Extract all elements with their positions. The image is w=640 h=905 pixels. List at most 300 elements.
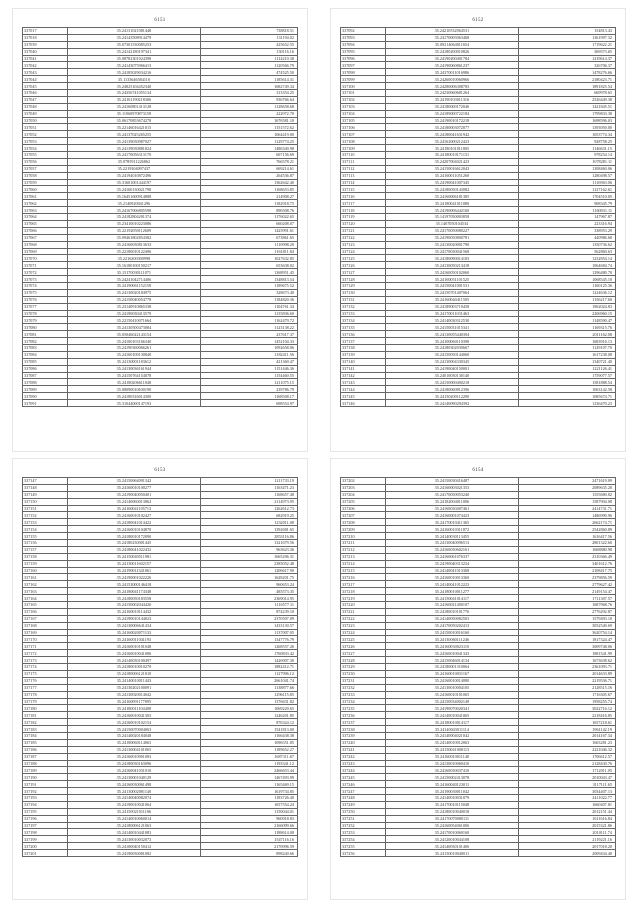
table-row [341, 705, 616, 712]
value-cell: 1182411.56 [200, 351, 297, 358]
value-cell: 1321679.56 [200, 540, 297, 547]
table-row [341, 172, 616, 179]
row-id-cell: 337156 [23, 540, 68, 547]
coordinate-cell: 35.24160050102060 [386, 269, 518, 276]
row-id-cell: 337159 [23, 560, 68, 567]
value-cell: 313354.25 [200, 90, 297, 97]
coordinate-cell: 35.24160010311872 [386, 526, 518, 533]
table-row [341, 553, 616, 560]
row-id-cell: 337197 [23, 822, 68, 829]
table-row [23, 110, 298, 117]
value-cell: 1168508.17 [200, 393, 297, 400]
table-row [341, 815, 616, 822]
document-page-3 [12, 458, 308, 900]
document-page-4 [330, 458, 626, 900]
coordinate-cell: 35.24160030407461 [386, 505, 518, 512]
coordinate-cell: 35.24160010031167 [386, 670, 518, 677]
table-row [341, 739, 616, 746]
coordinate-cell: 35.24140010060014 [68, 815, 200, 822]
row-id-cell: 337148 [23, 484, 68, 491]
coordinate-cell: 35.16451600914888 [68, 193, 200, 200]
row-id-cell: 337132 [341, 303, 386, 310]
row-id-cell: 337018 [23, 34, 68, 41]
row-id-cell: 337082 [23, 338, 68, 345]
row-id-cell: 337104 [341, 110, 386, 117]
table-row [23, 193, 298, 200]
coordinate-cell: 35.24130004330345 [386, 358, 518, 365]
table-row [23, 746, 298, 753]
table-row [23, 234, 298, 241]
coordinate-cell: 35.08782301024398 [68, 55, 200, 62]
row-id-cell: 337120 [341, 220, 386, 227]
table-row [23, 815, 298, 822]
table-row [341, 526, 616, 533]
row-id-cell: 337097 [341, 62, 386, 69]
row-id-cell: 337040 [23, 48, 68, 55]
row-id-cell: 337048 [23, 103, 68, 110]
value-cell: 1663281.23 [518, 739, 615, 746]
value-cell: 1687311.67 [200, 753, 297, 760]
coordinate-cell: 35.24120010044108 [386, 836, 518, 843]
value-cell: 1362642.40 [200, 179, 297, 186]
row-id-cell: 337135 [341, 324, 386, 331]
coordinate-cell: 35.24130055440394 [386, 331, 518, 338]
coordinate-cell: 35.24160003021353 [386, 484, 518, 491]
table-row [23, 90, 298, 97]
table-row [23, 636, 298, 643]
coordinate-cell: 35.24130011602157 [68, 560, 200, 567]
table-row [341, 719, 616, 726]
row-id-cell: 337179 [23, 698, 68, 705]
value-cell: 1682749.34 [200, 83, 297, 90]
value-cell: 1148590.47 [518, 317, 615, 324]
value-cell: 738818.51 [200, 28, 297, 35]
coordinate-cell: 35.24140010011443 [68, 677, 200, 684]
coordinate-cell: 35.24160040123011 [386, 781, 518, 788]
table-row [23, 670, 298, 677]
coordinate-cell: 35.24140090294392 [386, 400, 518, 407]
value-cell: 2012151.44 [518, 808, 615, 815]
row-id-cell: 337160 [23, 567, 68, 574]
row-id-cell: 337227 [341, 650, 386, 657]
coordinate-cell: 35.24190030413579 [68, 310, 200, 317]
value-cell: 1110998.20 [200, 241, 297, 248]
coordinate-cell: 35.06170853674278 [68, 117, 200, 124]
row-id-cell: 337062 [23, 200, 68, 207]
row-id-cell: 337213 [341, 553, 386, 560]
row-id-cell: 337039 [23, 41, 68, 48]
table-row [341, 636, 616, 643]
table-row [23, 227, 298, 234]
value-cell: 1184820.36 [200, 296, 297, 303]
row-id-cell: 337101 [341, 90, 386, 97]
row-id-cell: 337089 [23, 386, 68, 393]
value-cell: 1137007.05 [200, 629, 297, 636]
row-id-cell: 337069 [23, 248, 68, 255]
coordinate-cell: 35.24180041174348 [68, 588, 200, 595]
coordinate-cell: 35.24140041012223 [386, 581, 518, 588]
table-row [23, 317, 298, 324]
table-row [23, 739, 298, 746]
table-row [341, 684, 616, 691]
row-id-cell: 337191 [23, 781, 68, 788]
row-id-cell: 337161 [23, 574, 68, 581]
coordinate-cell: 35.24190010041064 [68, 801, 200, 808]
table-row [23, 69, 298, 76]
table-row [341, 615, 616, 622]
value-cell: 1221126.41 [518, 365, 615, 372]
row-id-cell: 337162 [23, 581, 68, 588]
value-cell: 2010043.47 [518, 774, 615, 781]
coordinate-cell: 35.22150410071664 [68, 317, 200, 324]
table-row [341, 498, 616, 505]
table-row [341, 774, 616, 781]
table-row [23, 83, 298, 90]
value-cell: 3009748.06 [518, 643, 615, 650]
value-cell: 369573.65 [518, 48, 615, 55]
coordinate-cell: 35.24189000722184 [386, 110, 518, 117]
row-id-cell: 337230 [341, 670, 386, 677]
value-cell: 1716305.67 [518, 691, 615, 698]
coordinate-cell: 35.24180003072077 [386, 124, 518, 131]
row-id-cell: 337232 [341, 684, 386, 691]
coordinate-cell: 35.24140040082074 [68, 794, 200, 801]
table-row [23, 753, 298, 760]
coordinate-cell: 35.24150701407064 [386, 289, 518, 296]
value-cell: 1421845.51 [518, 103, 615, 110]
coordinate-cell: 35.22146016421015 [68, 124, 200, 131]
coordinate-cell: 35.24160100130840 [68, 351, 200, 358]
value-cell: 1891825.54 [518, 83, 615, 90]
coordinate-cell: 35.24180010172090 [68, 533, 200, 540]
table-row [341, 677, 616, 684]
coordinate-cell: 35.24160041105713 [68, 505, 200, 512]
coordinate-cell: 35.24190103011316 [386, 96, 518, 103]
row-id-cell: 337115 [341, 186, 386, 193]
coordinate-cell: 35.24160130021798 [68, 186, 200, 193]
table-row [341, 69, 616, 76]
row-id-cell: 337047 [23, 96, 68, 103]
row-id-cell: 337231 [341, 677, 386, 684]
value-cell: 1587904.08 [518, 498, 615, 505]
table-row [341, 248, 616, 255]
coordinate-cell: 35.24130500473084 [68, 324, 200, 331]
table-row [341, 331, 616, 338]
row-id-cell: 337155 [23, 533, 68, 540]
table-row [341, 643, 616, 650]
row-id-cell: 337181 [23, 712, 68, 719]
value-cell: 1799833.38 [518, 110, 615, 117]
coordinate-cell: 35.24160011041193 [68, 636, 200, 643]
row-id-cell: 337137 [341, 338, 386, 345]
value-cell: 1486990.96 [518, 512, 615, 519]
row-id-cell: 337233 [341, 691, 386, 698]
row-id-cell: 337068 [23, 241, 68, 248]
coordinate-cell: 35.24143075966413 [68, 62, 200, 69]
row-id-cell: 337043 [23, 69, 68, 76]
value-cell: 2370507.09 [200, 615, 297, 622]
value-cell: 1151572.62 [200, 124, 297, 131]
row-id-cell: 337163 [23, 588, 68, 595]
coordinate-cell: 35.24130020001790 [386, 241, 518, 248]
value-cell: 1183726.40 [200, 794, 297, 801]
row-id-cell: 337130 [341, 289, 386, 296]
table-row [23, 484, 298, 491]
coordinate-cell: 35.23140910865338 [68, 303, 200, 310]
row-id-cell: 337091 [23, 400, 68, 407]
coordinate-cell: 35.24140030101406 [386, 843, 518, 850]
row-id-cell: 337158 [23, 553, 68, 560]
page-title: 6154 [472, 468, 484, 473]
value-cell: 1146631.15 [518, 145, 615, 152]
row-id-cell: 337212 [341, 546, 386, 553]
data-table [340, 477, 616, 857]
table-row [23, 588, 298, 595]
table-row [23, 560, 298, 567]
row-id-cell: 337052 [23, 131, 68, 138]
value-cell: 2128515.16 [518, 684, 615, 691]
coordinate-cell: 35.31044000147193 [68, 400, 200, 407]
coordinate-cell: 35.24182004011006 [386, 498, 518, 505]
value-cell: 1541813.00 [200, 726, 297, 733]
row-id-cell: 337117 [341, 200, 386, 207]
table-row [23, 664, 298, 671]
coordinate-cell: 35.05046022143154 [68, 331, 200, 338]
value-cell: 1581888.54 [518, 379, 615, 386]
coordinate-cell: 35.24170050202413 [386, 622, 518, 629]
coordinate-cell: 35.24180206611048 [68, 379, 200, 386]
value-cell: 2166099.66 [200, 822, 297, 829]
value-cell: 2011162.08 [518, 331, 615, 338]
coordinate-cell: 35.24170011031463 [386, 310, 518, 317]
table-row [341, 794, 616, 801]
table-row [341, 400, 616, 407]
value-cell: 1433130.57 [200, 622, 297, 629]
value-cell: 1156217.60 [518, 296, 615, 303]
table-row [341, 801, 616, 808]
value-cell: 1817324.47 [518, 636, 615, 643]
row-id-cell: 337245 [341, 774, 386, 781]
table-row [23, 767, 298, 774]
coordinate-cell: 35.24160010041343 [386, 650, 518, 657]
coordinate-cell: 35.24150040054778 [68, 296, 200, 303]
row-id-cell: 337198 [23, 829, 68, 836]
value-cell: 2119221.16 [518, 836, 615, 843]
value-cell: 1129774.25 [200, 138, 297, 145]
table-row [341, 227, 616, 234]
table-row [23, 34, 298, 41]
value-cell: 1704510.05 [518, 193, 615, 200]
table-row [341, 581, 616, 588]
table-row [23, 843, 298, 850]
coordinate-cell: 35.24160010101048 [68, 643, 200, 650]
table-row [23, 526, 298, 533]
row-id-cell: 337041 [23, 55, 68, 62]
table-row [23, 794, 298, 801]
value-cell: 2108417.75 [518, 567, 615, 574]
value-cell: 2009434.40 [518, 850, 615, 857]
coordinate-cell: 35.24160054061006 [386, 822, 518, 829]
table-row [341, 393, 616, 400]
coordinate-cell: 35.24160030061498 [68, 781, 200, 788]
value-cell: 1452104.33 [200, 338, 297, 345]
value-cell: 1193341.12 [200, 760, 297, 767]
value-cell: 2526449.38 [518, 96, 615, 103]
row-id-cell: 337074 [23, 282, 68, 289]
coordinate-cell: 35.24150034002149 [386, 698, 518, 705]
coordinate-cell: 35.24180006121063 [68, 822, 200, 829]
value-cell: 1676581.10 [200, 117, 297, 124]
table-row [23, 255, 298, 262]
coordinate-cell: 35.1135646584110 [68, 76, 200, 83]
table-row [341, 843, 616, 850]
row-id-cell: 337193 [23, 794, 68, 801]
value-cell: 264536.87 [200, 172, 297, 179]
value-cell: 1224636.12 [518, 289, 615, 296]
value-cell: 147967.87 [518, 214, 615, 221]
table-row [23, 365, 298, 372]
value-cell: 1160031.11 [518, 207, 615, 214]
table-row [23, 55, 298, 62]
row-id-cell: 337126 [341, 262, 386, 269]
table-row [341, 269, 616, 276]
row-id-cell: 337149 [23, 491, 68, 498]
row-id-cell: 337157 [23, 546, 68, 553]
table-row [341, 193, 616, 200]
coordinate-cell: 35.24190061152158 [68, 282, 200, 289]
row-id-cell: 337111 [341, 158, 386, 165]
value-cell: 425652.55 [200, 41, 297, 48]
row-id-cell: 337141 [341, 365, 386, 372]
coordinate-cell: 35.24160010901083 [68, 753, 200, 760]
table-row [23, 629, 298, 636]
coordinate-cell: 35.24160020071133 [68, 629, 200, 636]
row-id-cell: 337053 [23, 138, 68, 145]
row-id-cell: 337087 [23, 372, 68, 379]
table-row [23, 478, 298, 485]
table-row [23, 96, 298, 103]
table-row [341, 255, 616, 262]
value-cell: 1123138.22 [200, 324, 297, 331]
value-cell: 2369014.95 [200, 595, 297, 602]
value-cell: 1628201.75 [200, 574, 297, 581]
coordinate-cell: 35.24190040050401 [68, 491, 200, 498]
value-cell: 154813.43 [518, 28, 615, 35]
row-id-cell: 337236 [341, 712, 386, 719]
row-id-cell: 337123 [341, 241, 386, 248]
row-id-cell: 337059 [23, 179, 68, 186]
table-row [23, 608, 298, 615]
row-id-cell: 337061 [23, 193, 68, 200]
value-cell: 1296115.85 [200, 691, 297, 698]
value-cell: 130116.16 [200, 48, 297, 55]
coordinate-cell: 35.24130010060410 [386, 760, 518, 767]
table-row [341, 165, 616, 172]
row-id-cell: 337076 [23, 296, 68, 303]
coordinate-cell: 35.24180050143082 [386, 186, 518, 193]
coordinate-cell: 35.24190010144023 [68, 615, 200, 622]
row-id-cell: 337042 [23, 62, 68, 69]
coordinate-cell: 35.11060970873158 [68, 110, 200, 117]
table-row [23, 386, 298, 393]
row-id-cell: 337147 [23, 478, 68, 485]
row-id-cell: 337107 [341, 131, 386, 138]
table-row [341, 379, 616, 386]
coordinate-cell: 35.24210532064531 [386, 28, 518, 35]
table-row [341, 234, 616, 241]
value-cell: 2411022.77 [518, 794, 615, 801]
row-id-cell: 337167 [23, 615, 68, 622]
table-row [23, 781, 298, 788]
value-cell: 2114973.95 [200, 498, 297, 505]
value-cell: 1206617.90 [200, 567, 297, 574]
row-id-cell: 337205 [341, 498, 386, 505]
value-cell: 1673638.62 [518, 657, 615, 664]
row-id-cell: 337092 [341, 28, 386, 35]
row-id-cell: 337049 [23, 110, 68, 117]
value-cell: 2015321.86 [518, 822, 615, 829]
value-cell: 1616417.56 [518, 533, 615, 540]
coordinate-cell: 35.24190030081082 [68, 850, 200, 857]
row-id-cell: 337243 [341, 760, 386, 767]
value-cell: 2221046.32 [518, 746, 615, 753]
row-id-cell: 337199 [23, 836, 68, 843]
row-id-cell: 337102 [341, 96, 386, 103]
value-cell: 1176022.65 [200, 214, 297, 221]
value-cell: 1687968.76 [518, 602, 615, 609]
table-row [341, 664, 616, 671]
coordinate-cell: 35.24130050213418 [386, 262, 518, 269]
coordinate-cell: 35.24182804201374 [68, 214, 200, 221]
coordinate-cell: 35.24180050183558 [68, 595, 200, 602]
row-id-cell: 337184 [23, 732, 68, 739]
table-row [341, 62, 616, 69]
table-row [341, 588, 616, 595]
row-id-cell: 337114 [341, 179, 386, 186]
value-cell: 328673.40 [200, 289, 297, 296]
row-id-cell: 337219 [341, 595, 386, 602]
value-cell: 960653.24 [200, 581, 297, 588]
value-cell: 2170996.59 [200, 843, 297, 850]
coordinate-cell: 35.24180230001445 [68, 540, 200, 547]
coordinate-cell: 35.24137025265255 [68, 131, 200, 138]
row-id-cell: 337118 [341, 207, 386, 214]
value-cell: 1617238.08 [518, 351, 615, 358]
row-id-cell: 337103 [341, 103, 386, 110]
coordinate-cell: 35.24130040096513 [386, 540, 518, 547]
row-id-cell: 337220 [341, 602, 386, 609]
value-cell: 1611616.84 [518, 815, 615, 822]
coordinate-cell: 35.31601001444197 [68, 179, 200, 186]
table-row [23, 276, 298, 283]
table-row [341, 310, 616, 317]
row-id-cell: 337249 [341, 801, 386, 808]
coordinate-cell: 35.24140004021042 [386, 732, 518, 739]
row-id-cell: 337064 [23, 214, 68, 221]
table-row [341, 691, 616, 698]
coordinate-cell: 35.09461802854382 [68, 234, 200, 241]
row-id-cell: 337140 [341, 358, 386, 365]
table-row [341, 712, 616, 719]
value-cell: 1683916.13 [518, 338, 615, 345]
coordinate-cell: 35.24180030163096 [68, 760, 200, 767]
row-id-cell: 337109 [341, 145, 386, 152]
coordinate-cell: 35.24150021011106 [68, 808, 200, 815]
value-cell: 898240.66 [200, 850, 297, 857]
table-row [341, 732, 616, 739]
value-cell: 1712011.05 [518, 767, 615, 774]
table-row [23, 491, 298, 498]
